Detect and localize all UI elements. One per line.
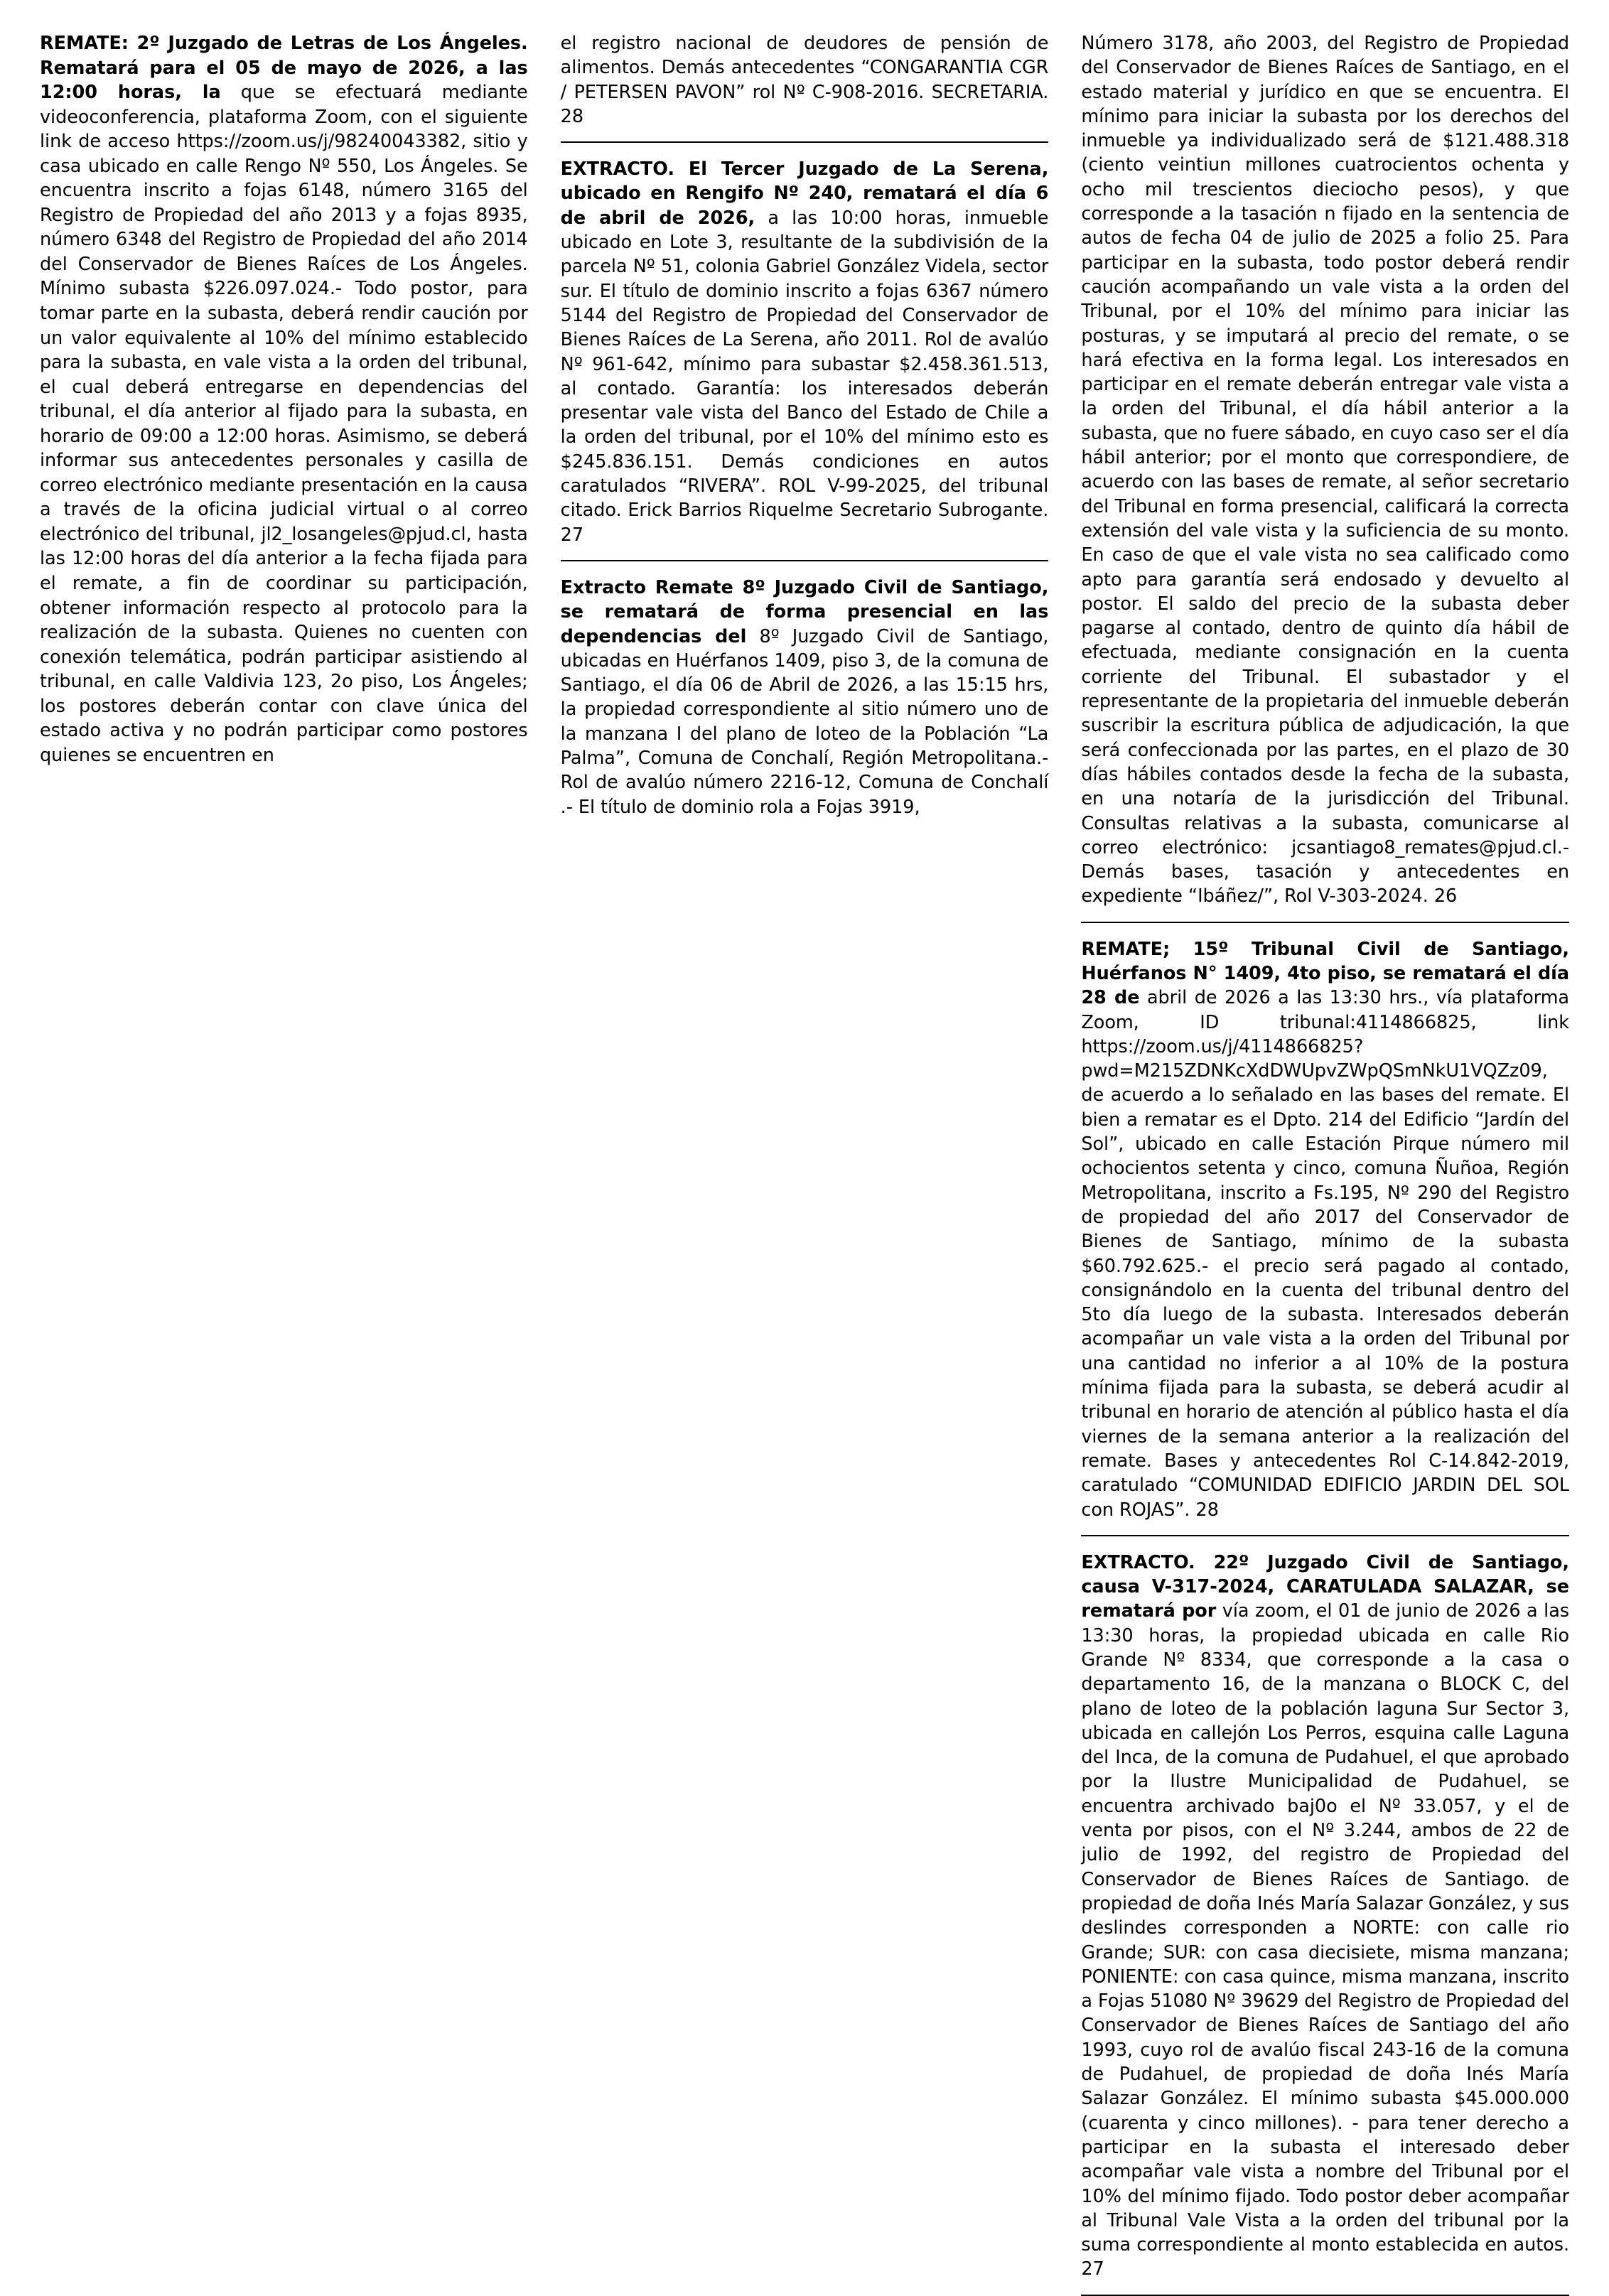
notice-divider-bottom [1081, 2295, 1569, 2296]
column-2 [561, 31, 1049, 2261]
notice-body: vía zoom, el 01 de junio de 2026 a las 13:30 horas, la propiedad ubicada en calle Rio Grande Nº 8334, que corresponde a la casa o departamento 16, de la manzana o BLOCK C, del plano de loteo de la población laguna Sur Sector 3, ubicada en callejón Los Perros, esquina calle Laguna del Inca, de la comuna de Pudahuel, el que aprobado por la Ilustre Municipalidad de Pudahuel, se encuentra archivado baj0o el Nº 33.057, y el de venta por pisos, con el Nº 3.244, ambos de 22 de julio de 1992, del registro de Propiedad del Conservador de Bienes Raíces de Santiago. de propiedad de doña Inés María Salazar González, y sus deslindes corresponden a NORTE: con calle rio Grande; SUR: con casa diecisiete, misma manzana; PONIENTE: con casa quince, misma manzana, inscrito a Fojas 51080 Nº 39629 del Registro de Propiedad del Conservador de Bienes Raíces de Santiago del año 1993, cuyo rol de avalúo fiscal 243-16 de la comuna de Pudahuel, de propiedad de doña Inés María Salazar González. El mínimo subasta $45.000.000 (cuarenta y cinco millones). - para tener derecho a participar en la subasta el interesado deber acompañar vale vista a nombre del Tribunal por el 10% del mínimo fijado. Todo postor deber acompañar al Tribunal Vale Vista a la orden del tribunal por la suma correspondiente al monto establecida en autos. 27 [1081, 1600, 1570, 2280]
notice-lead: REMATE; 15º Tribunal Civil de Santiago, Huérfanos N° 1409, 4to piso, se rematará el día 28 de [1081, 938, 1570, 1009]
column-3 [1081, 31, 1570, 2280]
notice-divider [1081, 922, 1569, 923]
notice-lead: REMATE: 2º Juzgado de Letras de Los Ángeles. Rematará para el 05 de mayo de 2026, a las 12:00 horas, la [40, 33, 528, 104]
notice-lead: EXTRACTO. 22º Juzgado Civil de Santiago, causa V-317-2024, CARATULADA SALAZAR, se rematará por [1081, 1551, 1570, 1622]
three-column-layout [40, 31, 1570, 2280]
notice-body: el registro nacional de deudores de pensión de alimentos. Demás antecedentes “CONGARANTIA CGR / PETERSEN PAVON” rol Nº C-908-2016. SECRETARIA. 28 [560, 33, 1049, 127]
notice-extracto-8-civil-santiago [561, 576, 1049, 819]
notice-lead: Extracto Remate 8º Juzgado Civil de Santiago, se rematará de forma presencial en las dependencias del [560, 576, 1049, 647]
notice-extracto-22-civil-santiago [1081, 1551, 1569, 2282]
notice-body: abril de 2026 a las 13:30 hrs., vía plataforma Zoom, ID tribunal:4114866825, link https://zoom.us/j/4114866825?pwd=M215ZDNKcXdDWUpvZWpQSmNkU1VQZz09, de acuerdo a lo señalado en las bases del remate. El bien a rematar es el Dpto. 214 del Edificio “Jardín del Sol”, ubicado en calle Estación Pirque número mil ochocientos setenta y cinco, comuna Ñuñoa, Región Metropolitana, inscrito a Fs.195, Nº 290 del Registro de propiedad del año 2017 del Conservador de Bienes de Santiago, mínimo de la subasta $60.792.625.- el precio será pagado al contado, consignándolo en la cuenta del tribunal dentro del 5to día luego de la subasta. Interesados deberán acompañar un vale vista a la orden del Tribunal por una cantidad no inferior a al 10% de la postura mínima fijada para la subasta, se deberá acudir al tribunal en horario de atención al público hasta el día viernes de la semana anterior a la realización del remate. Bases y antecedentes Rol C-14.842-2019, caratulado “COMUNIDAD EDIFICIO JARDIN DEL SOL con ROJAS”. 28 [1081, 987, 1570, 1521]
column-filler [561, 819, 1049, 2261]
notice-continuation-congarantia [561, 31, 1049, 129]
notice-divider [1081, 1535, 1569, 1536]
notice-body: Número 3178, año 2003, del Registro de Propiedad del Conservador de Bienes Raíces de Santiago, en el estado material y jurídico en que se encuentra. El mínimo para iniciar la subasta por los derechos del inmueble ya individualizado será de $121.488.318 (ciento veintiun millones cuatrocientos ochenta y ocho mil trescientos dieciocho pesos), y que corresponde a la tasación n fijado en la sentencia de autos de fecha 04 de julio de 2025 a folio 25. Para participar en la subasta, todo postor deberá rendir caución acompañando un vale vista a la orden del Tribunal, por el 10% del mínimo para iniciar las posturas, y se imputará al precio del remate, o se hará efectiva en la forma legal. Los interesados en participar en el remate deberán entregar vale vista a la orden del Tribunal, el día hábil anterior a la subasta, que no fuere sábado, en cuyo caso ser el día hábil anterior; por el monto que correspondiere, de acuerdo con las bases de remate, al señor secretario del Tribunal en forma presencial, calificará la correcta extensión del vale vista y la suficiencia de su monto. En caso de que el vale vista no sea calificado como apto para garantía será endosado y devuelto al postor. El saldo del precio de la subasta deber pagarse al contado, dentro de quinto día hábil de efectuada, mediante consignación en la cuenta corriente del Tribunal. El subastador y el representante de la propietaria del inmueble deberán suscribir la escritura pública de adjudicación, la que será confeccionada por las partes, en el plazo de 30 días hábiles contados desde la fecha de la subasta, en una notaría de la jurisdicción del Tribunal. Consultas relativas a la subasta, comunicarse al correo electrónico: jcsantiago8_remates@pjud.cl.- Demás bases, tasación y antecedentes en expediente “Ibáñez/”, Rol V-303-2024. 26 [1081, 33, 1570, 907]
notice-extracto-la-serena [561, 157, 1049, 547]
notice-continuation-santiago-3178 [1081, 31, 1569, 909]
notice-divider [561, 560, 1049, 561]
column-1 [40, 31, 528, 2261]
notice-body: a las 10:00 horas, inmueble ubicado en Lote 3, resultante de la subdivisión de la parcela Nº 51, colonia Gabriel González Videla, sector sur. El título de dominio inscrito a fojas 6367 número 5144 del Registro de Propiedad del Conservador de Bienes Raíces de La Serena, año 2011. Rol de avalúo Nº 961-642, mínimo para subastar $2.458.361.513, al contado. Garantía: los interesados deberán presentar vale vista del Banco del Estado de Chile a la orden del tribunal, por el 10% del mínimo esto es $245.836.151. Demás condiciones en autos caratulados “RIVERA”. ROL V-99-2025, del tribunal citado. Erick Barrios Riquelme Secretario Subrogante. 27 [560, 207, 1049, 546]
notice-remate-los-angeles [40, 31, 528, 767]
notice-divider [561, 141, 1049, 143]
notice-remate-15-civil-santiago [1081, 937, 1569, 1522]
notice-lead: EXTRACTO. El Tercer Juzgado de La Serena, ubicado en Rengifo Nº 240, rematará el día 6 de abril de 2026, [560, 158, 1049, 229]
notice-body: que se efectuará mediante videoconferencia, plataforma Zoom, con el siguiente link de acceso https://zoom.us/j/98240043382, sitio y casa ubicado en calle Rengo Nº 550, Los Ángeles. Se encuentra inscrito a fojas 6148, número 3165 del Registro de Propiedad del año 2013 y a fojas 8935, número 6348 del Registro de Propiedad del año 2014 del Conservador de Bienes Raíces de Los Ángeles. Mínimo subasta $226.097.024.- Todo postor, para tomar parte en la subasta, deberá rendir caución por un valor equivalente al 10% del mínimo establecido para la subasta, en vale vista a la orden del tribunal, el cual deberá entregarse en dependencias del tribunal, el día anterior al fijado para la subasta, en horario de 09:00 a 12:00 horas. Asimismo, se deberá informar sus antecedentes personales y casilla de correo electrónico mediante presentación en la causa a través de la oficina judicial virtual o al correo electrónico del tribunal, jl2_losangeles@pjud.cl, hasta las 12:00 horas del día anterior a la fecha fijada para el remate, a fin de coordinar su participación, obtener información respecto al protocolo para la realización de la subasta. Quienes no cuenten con conexión telemática, podrán participar asistiendo al tribunal, en calle Valdivia 123, 2o piso, Los Ángeles; los postores deberán contar con clave única del estado activa y no podrán participar como postores quienes se encuentren en [40, 82, 528, 766]
notice-body: 8º Juzgado Civil de Santiago, ubicadas en Huérfanos 1409, piso 3, de la comuna de Santiago, el día 06 de Abril de 2026, a las 15:15 hrs, la propiedad correspondiente al sitio número uno de la manzana I del plano de loteo de la Población “La Palma”, Comuna de Conchalí, Región Metropolitana.- Rol de avalúo número 2216-12, Comuna de Conchalí .- El título de dominio rola a Fojas 3919, [560, 625, 1049, 818]
